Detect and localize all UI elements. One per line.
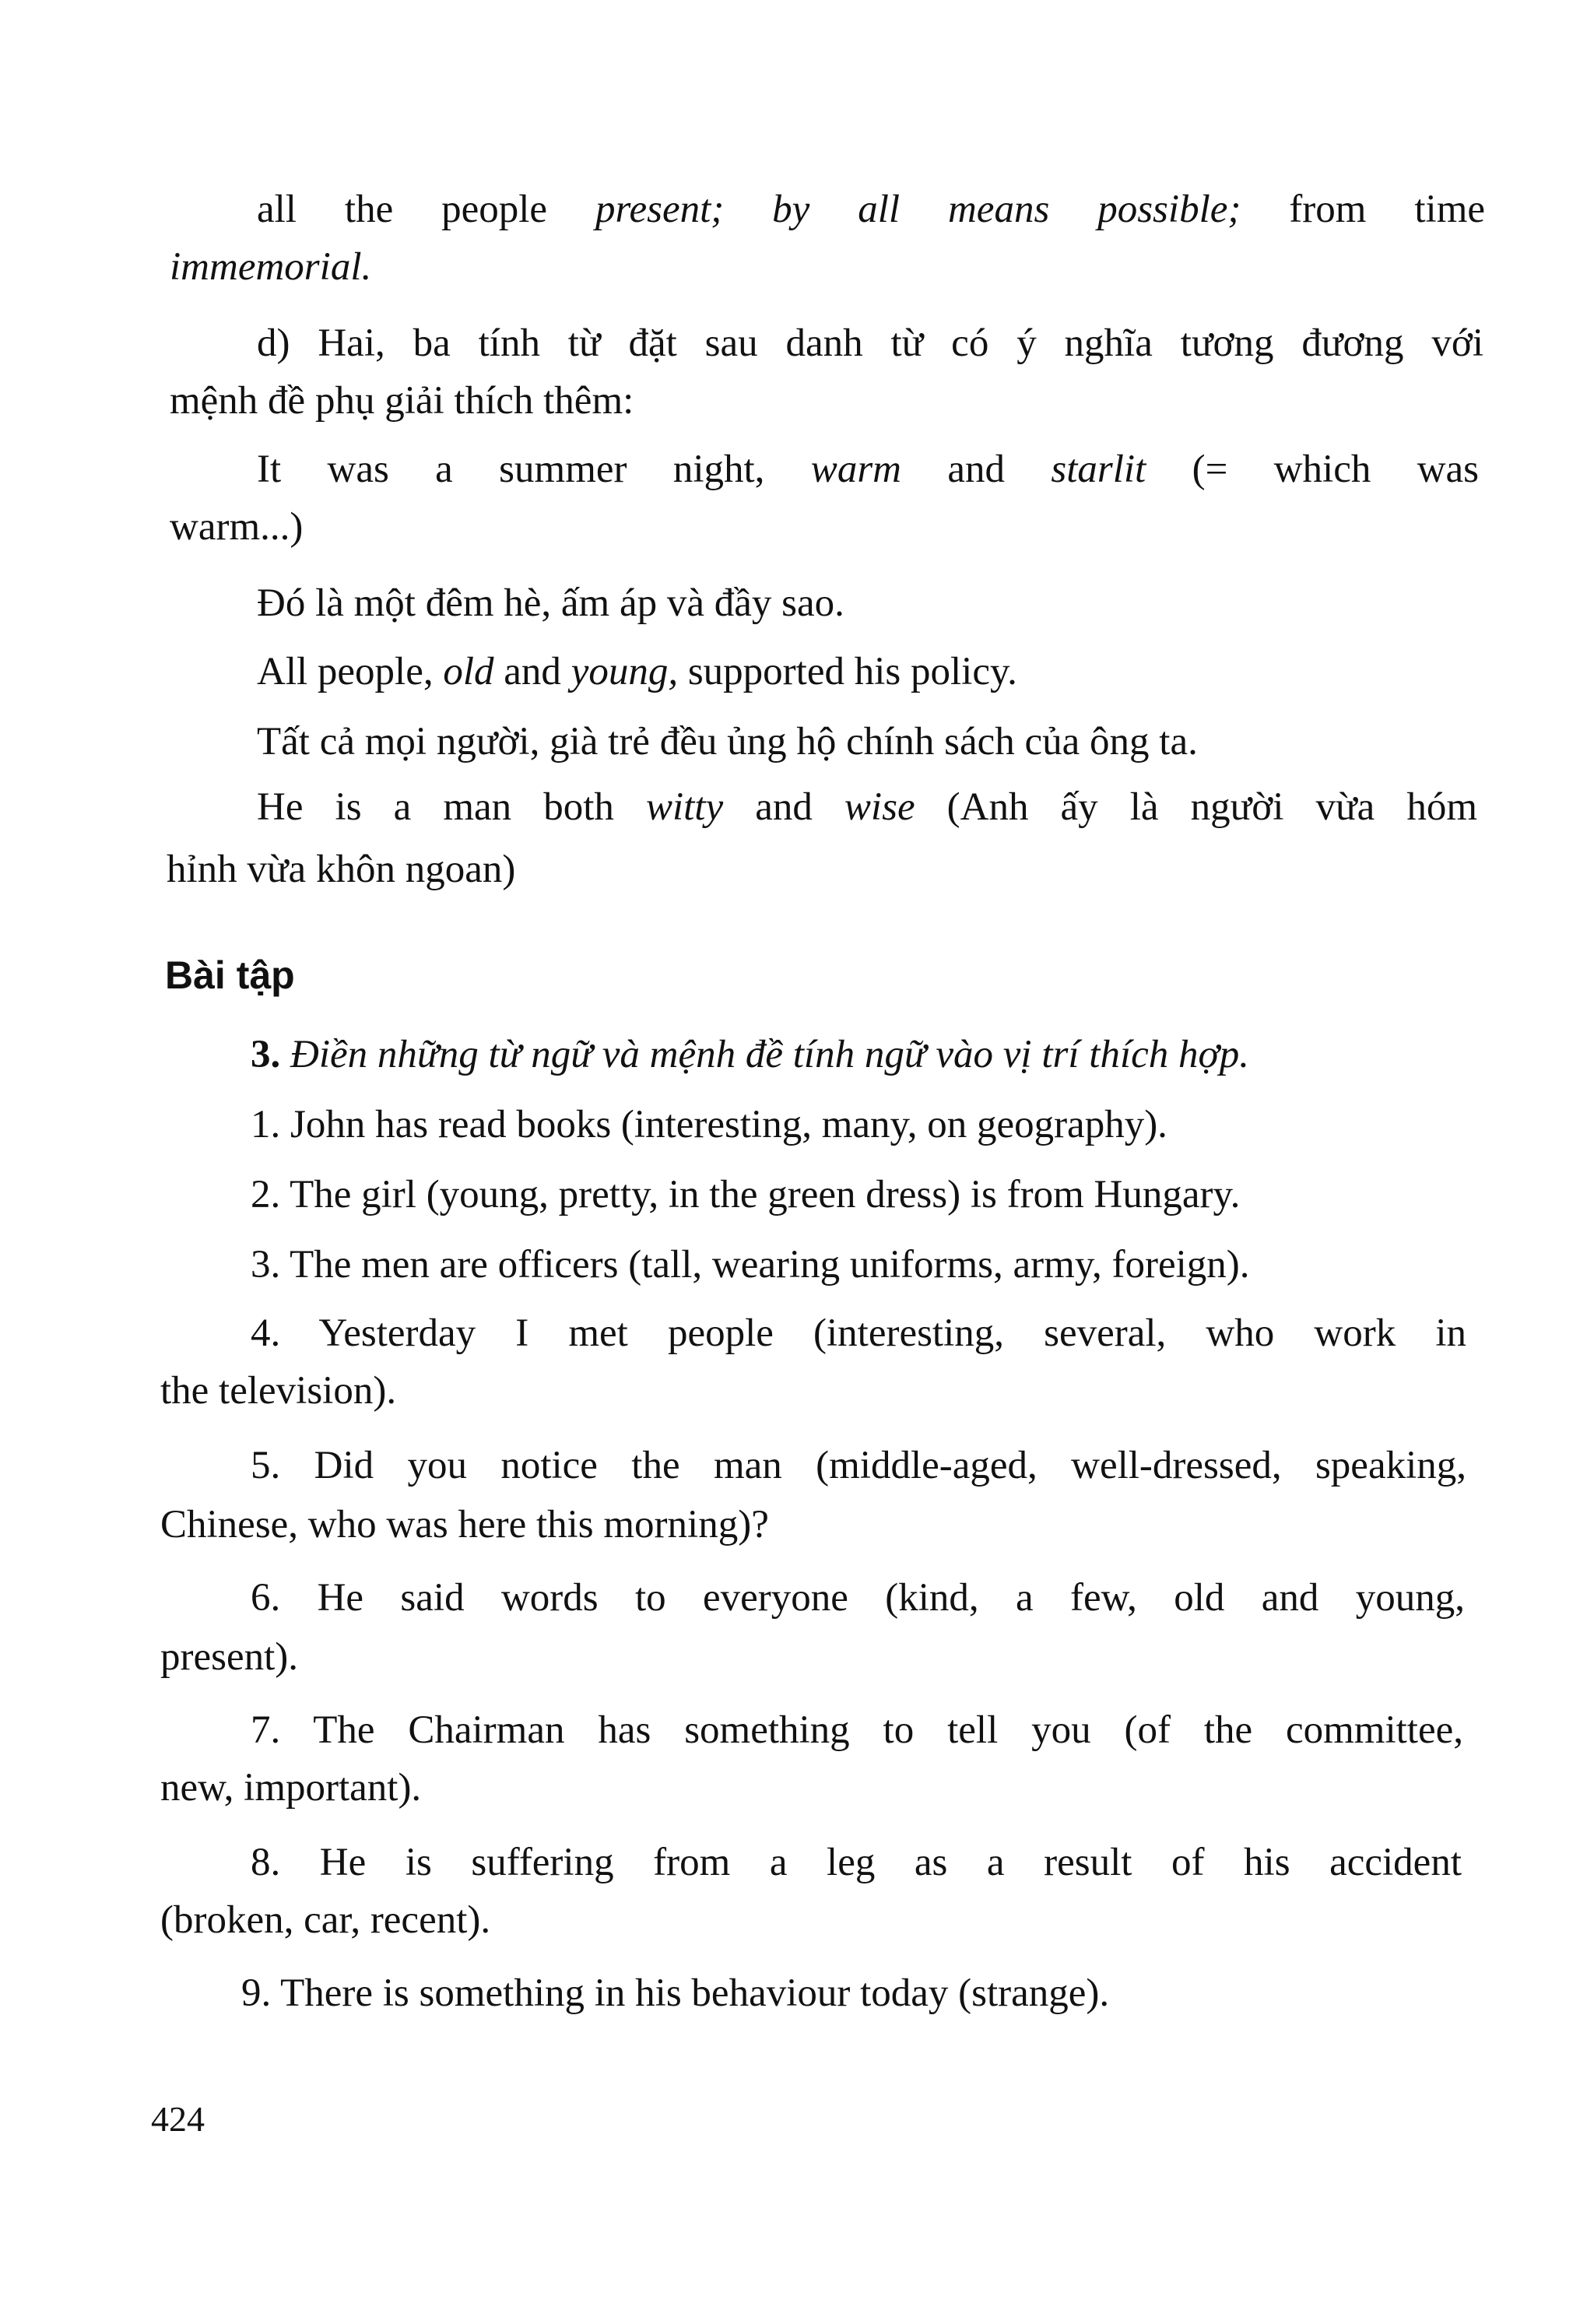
- text-line: [257, 450, 1479, 490]
- text-line: Tất cả mọi người, già trẻ đều ủng hộ chính sách của ông ta.: [257, 720, 1198, 764]
- exercise-item-continuation: new, important).: [160, 1766, 422, 1810]
- text-run: He is a man both: [257, 785, 646, 829]
- text-line: Đó là một đêm hè, ấm áp và đầy sao.: [257, 581, 844, 625]
- text-run: and: [493, 650, 571, 693]
- exercise-item-continuation: the television).: [160, 1369, 397, 1413]
- exercise-item: 8. He is suffering from a leg as a result of his accident: [251, 1841, 1462, 1884]
- text-run: All people,: [257, 650, 444, 693]
- exercise-number: 3.: [251, 1033, 281, 1076]
- text-run: from time: [1241, 188, 1486, 231]
- text-line: hỉnh vừa khôn ngoan): [167, 848, 516, 891]
- text-run: and: [723, 785, 844, 829]
- exercise-item: 4. Yesterday I met people (interesting, several, who work in: [251, 1311, 1466, 1355]
- text-line: [257, 785, 1477, 829]
- exercise-item-continuation: Chinese, who was here this morning)?: [160, 1503, 769, 1546]
- text-line: d) Hai, ba tính từ đặt sau danh từ có ý nghĩa tương đương với: [257, 321, 1483, 365]
- italic-text: warm: [810, 448, 901, 491]
- text-line: warm...): [170, 505, 304, 549]
- text-run: It was a summer night,: [257, 448, 811, 491]
- italic-text: Điền những từ ngữ và mệnh đề tính ngữ vào vị trí thích hợp.: [290, 1033, 1249, 1076]
- italic-text: wise: [844, 785, 915, 829]
- text-run: supported his policy.: [678, 650, 1017, 693]
- section-heading: Bài tập: [165, 953, 295, 997]
- text-line: mệnh đề phụ giải thích thêm:: [170, 379, 634, 423]
- exercise-item-continuation: present).: [160, 1635, 299, 1679]
- exercise-item: 2. The girl (young, pretty, in the green dress) is from Hungary.: [251, 1173, 1241, 1216]
- italic-text: starlit: [1051, 448, 1146, 491]
- exercise-item: 5. Did you notice the man (middle-aged, well-dressed, speaking,: [251, 1444, 1466, 1487]
- text-line: [257, 652, 1017, 692]
- exercise-item: 1. John has read books (interesting, many, on geography).: [251, 1103, 1167, 1146]
- italic-text: immemorial.: [170, 245, 372, 289]
- text-line: [170, 247, 371, 287]
- exercise-item: 6. He said words to everyone (kind, a few, old and young,: [251, 1576, 1465, 1620]
- italic-text: young,: [571, 650, 679, 693]
- exercise-item: 9. There is something in his behaviour today (strange).: [241, 1971, 1110, 2015]
- text-run: and: [901, 448, 1052, 491]
- italic-text: witty: [645, 785, 724, 829]
- exercise-item-continuation: (broken, car, recent).: [160, 1898, 491, 1942]
- page-number: 424: [151, 2099, 205, 2139]
- italic-text: present; by all means possible;: [595, 188, 1241, 231]
- exercise-item: 3. The men are officers (tall, wearing uniforms, army, foreign).: [251, 1243, 1250, 1287]
- text-run: (Anh ấy là người vừa hóm: [915, 785, 1477, 829]
- text-run: all the people: [257, 188, 595, 231]
- exercise-instruction: [251, 1035, 1249, 1075]
- exercise-item: 7. The Chairman has something to tell you (of the committee,: [251, 1708, 1463, 1752]
- italic-text: old: [443, 650, 494, 693]
- text-run: (= which was: [1146, 448, 1480, 491]
- text-line: [257, 190, 1485, 230]
